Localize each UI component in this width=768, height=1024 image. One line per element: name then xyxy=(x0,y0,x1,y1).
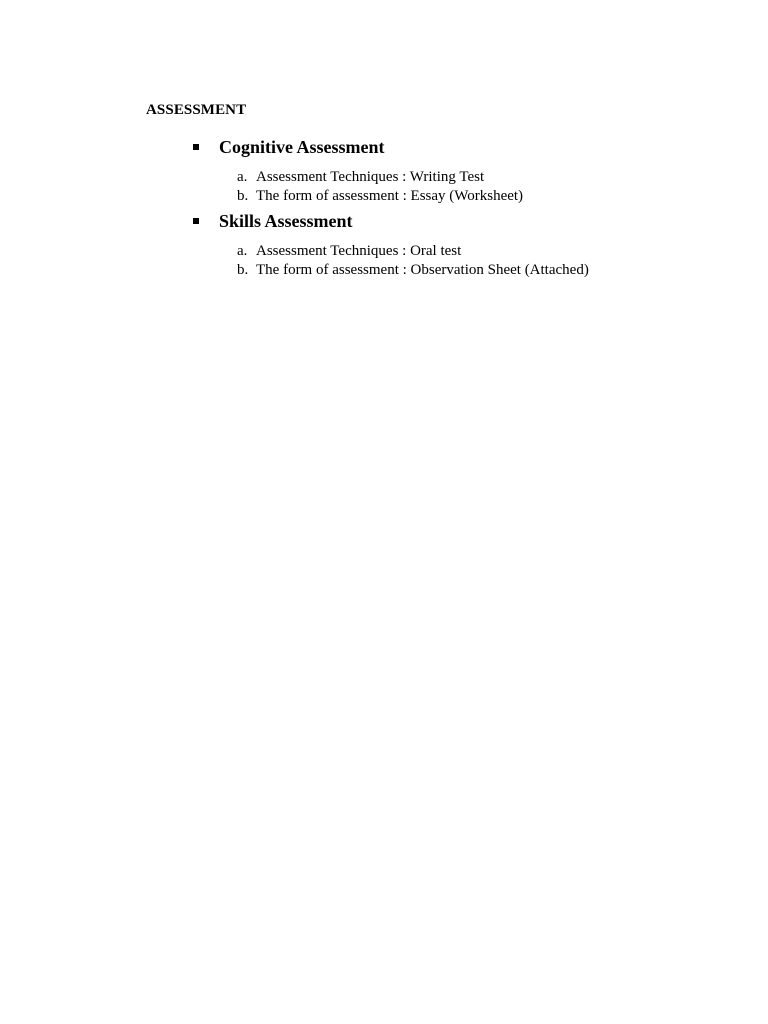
section-cognitive-assessment xyxy=(190,137,730,206)
list-item-text: The form of assessment : Essay (Worksheet) xyxy=(256,188,524,204)
section-title: Skills Assessment xyxy=(219,211,353,231)
list-marker: b. xyxy=(237,188,249,204)
section-skills-assessment xyxy=(190,211,730,280)
list-item-text: Assessment Techniques : Writing Test xyxy=(256,169,485,185)
sub-list xyxy=(190,168,730,206)
document-heading: ASSESSMENT xyxy=(146,102,247,118)
list-marker: b. xyxy=(237,262,249,278)
list-item xyxy=(190,261,730,280)
list-item xyxy=(190,187,730,206)
sub-list xyxy=(190,242,730,280)
list-item xyxy=(190,242,730,261)
square-bullet-icon xyxy=(193,144,199,150)
list-item xyxy=(190,168,730,187)
section-title: Cognitive Assessment xyxy=(219,137,385,157)
square-bullet-icon xyxy=(193,218,199,224)
list-item-text: The form of assessment : Observation Sheet (Attached) xyxy=(256,262,589,278)
list-marker: a. xyxy=(237,243,248,259)
section-header xyxy=(190,211,730,235)
section-header xyxy=(190,137,730,161)
list-marker: a. xyxy=(237,169,248,185)
list-item-text: Assessment Techniques : Oral test xyxy=(256,243,462,259)
